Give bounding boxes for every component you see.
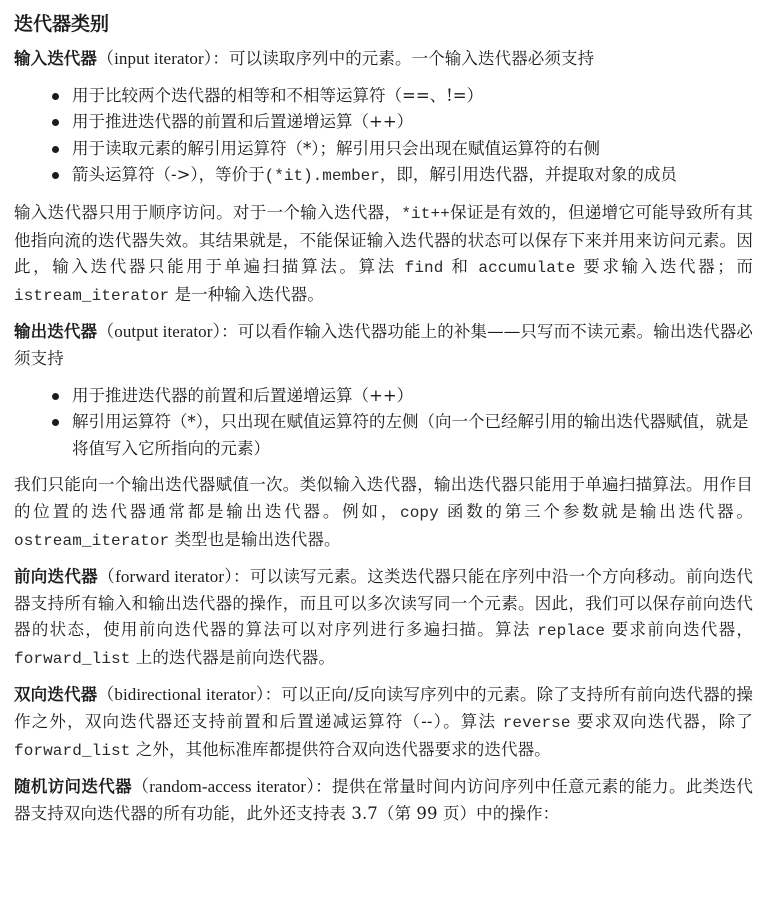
list-item bbox=[72, 83, 753, 110]
paragraph-text: ：可以读写元素。这类迭代器只能在序列中沿一个方向移动。前向迭代器支持所有输入和输出迭代器的操作，而且可以多次读写同一个元素。因此，我们可以保存前向迭代器的状态，使用前向迭代器的算法可以对序列进行多遍扫描。算法 bbox=[14, 567, 753, 640]
paragraph-text: 我们只能向一个输出迭代器赋值一次。类似输入迭代器，输出迭代器只能用于单遍扫描算法。用作目的位置的迭代器通常都是输出迭代器。例如， bbox=[14, 475, 753, 521]
list-item-text: 用于推进迭代器的前置和后置递增运算（++） bbox=[72, 385, 414, 405]
bullet-icon bbox=[52, 172, 59, 179]
paragraph-text: 是一种输入迭代器。 bbox=[169, 284, 324, 304]
random-access-iterator-paragraph bbox=[14, 774, 753, 827]
code-snippet: find bbox=[404, 259, 444, 278]
paragraph-text: 要求输入迭代器；而 bbox=[575, 257, 753, 277]
term-en: （input iterator） bbox=[97, 49, 213, 68]
forward-iterator-paragraph bbox=[14, 564, 753, 672]
term-en: （bidirectional iterator） bbox=[97, 685, 265, 705]
paragraph-text: 上的迭代器是前向迭代器。 bbox=[130, 647, 335, 667]
code-snippet: forward_list bbox=[14, 741, 131, 760]
paragraph-text: 保证是有效的，但递增它可能导致所有其他指向流的迭代器失效。其结果就是，不能保证输入迭代器的状态可以保存下来并用来访问元素。因此，输入迭代器只能用于单遍扫描算法。算法 bbox=[14, 202, 753, 277]
list-item-text: 用于推进迭代器的前置和后置递增运算（++） bbox=[72, 112, 414, 132]
code-snippet: forward_list bbox=[14, 649, 131, 668]
term-output-iterator: 输出迭代器 bbox=[14, 322, 98, 342]
code-snippet: *it++ bbox=[401, 204, 450, 223]
list-item-text: 用于比较两个迭代器的相等和不相等运算符（==、!=） bbox=[72, 85, 484, 105]
paragraph-text: 要求前向迭代器， bbox=[605, 620, 753, 640]
paragraph-text: ：提供在常量时间内访问序列中任意元素的能力。此类迭代器支持双向迭代器的所有功能，此外还支持表 3.7（第 99 页）中的操作： bbox=[14, 777, 753, 823]
list-item bbox=[72, 162, 753, 190]
output-iterator-definition bbox=[14, 319, 753, 372]
paragraph-text: 输入迭代器只用于顺序访问。对于一个输入迭代器， bbox=[14, 202, 402, 222]
bullet-icon bbox=[52, 146, 59, 153]
list-item bbox=[72, 383, 753, 410]
input-iterator-paragraph bbox=[14, 200, 753, 309]
code-snippet: ostream_iterator bbox=[14, 531, 170, 550]
bullet-icon bbox=[52, 93, 59, 100]
definition-text: ：可以读取序列中的元素。一个输入迭代器必须支持 bbox=[212, 49, 595, 68]
list-item-text: 箭头运算符（->），等价于 bbox=[72, 165, 265, 185]
bullet-icon bbox=[52, 119, 59, 126]
paragraph-text: ：可以正向/反向读写序列中的元素。除了支持所有前向迭代器的操作之外，双向迭代器还支持前置和后置递减运算符（--）。算法 bbox=[14, 685, 753, 732]
term-en: （forward iterator） bbox=[97, 567, 234, 587]
paragraph-text: 和 bbox=[443, 257, 479, 277]
list-item bbox=[72, 409, 753, 462]
input-iterator-requirements bbox=[14, 83, 753, 190]
term-forward-iterator: 前向迭代器 bbox=[14, 567, 98, 587]
paragraph-text: 要求双向迭代器，除了 bbox=[570, 712, 753, 732]
code-snippet: replace bbox=[537, 622, 606, 641]
list-item bbox=[72, 136, 753, 163]
term-en: （output iterator） bbox=[97, 322, 222, 342]
code-snippet: istream_iterator bbox=[14, 286, 170, 305]
bullet-icon bbox=[52, 393, 59, 400]
list-item bbox=[72, 109, 753, 136]
output-iterator-requirements bbox=[14, 383, 753, 463]
bidirectional-iterator-paragraph bbox=[14, 682, 753, 764]
code-snippet: reverse bbox=[502, 714, 571, 733]
section-heading: 迭代器类别 bbox=[14, 13, 110, 35]
term-random-access-iterator: 随机访问迭代器 bbox=[14, 777, 132, 797]
list-item-text: 解引用运算符（*），只出现在赋值运算符的左侧（向一个已经解引用的输出迭代器赋值，就是将值写入它所指向的元素） bbox=[72, 412, 749, 458]
paragraph-text: 类型也是输出迭代器。 bbox=[169, 529, 341, 549]
list-item-text: ，即，解引用迭代器，并提取对象的成员 bbox=[379, 165, 677, 185]
list-item-text: 用于读取元素的解引用运算符（*）；解引用只会出现在赋值运算符的右侧 bbox=[72, 138, 600, 158]
paragraph-text: 函数的第三个参数就是输出迭代器。 bbox=[438, 501, 754, 521]
definition-text: ：可以看作输入迭代器功能上的补集——只写而不读元素。输出迭代器必须支持 bbox=[14, 322, 753, 368]
paragraph-text: 之外，其他标准库都提供符合双向迭代器要求的迭代器。 bbox=[130, 739, 551, 759]
code-snippet: copy bbox=[400, 503, 439, 522]
term-input-iterator: 输入迭代器 bbox=[14, 49, 97, 68]
output-iterator-paragraph bbox=[14, 472, 753, 554]
code-snippet: accumulate bbox=[478, 259, 576, 278]
code-snippet: (*it).member bbox=[264, 167, 380, 186]
bullet-icon bbox=[52, 419, 59, 426]
term-en: （random-access iterator） bbox=[131, 777, 316, 797]
input-iterator-definition bbox=[14, 46, 753, 73]
term-bidirectional-iterator: 双向迭代器 bbox=[14, 685, 98, 705]
